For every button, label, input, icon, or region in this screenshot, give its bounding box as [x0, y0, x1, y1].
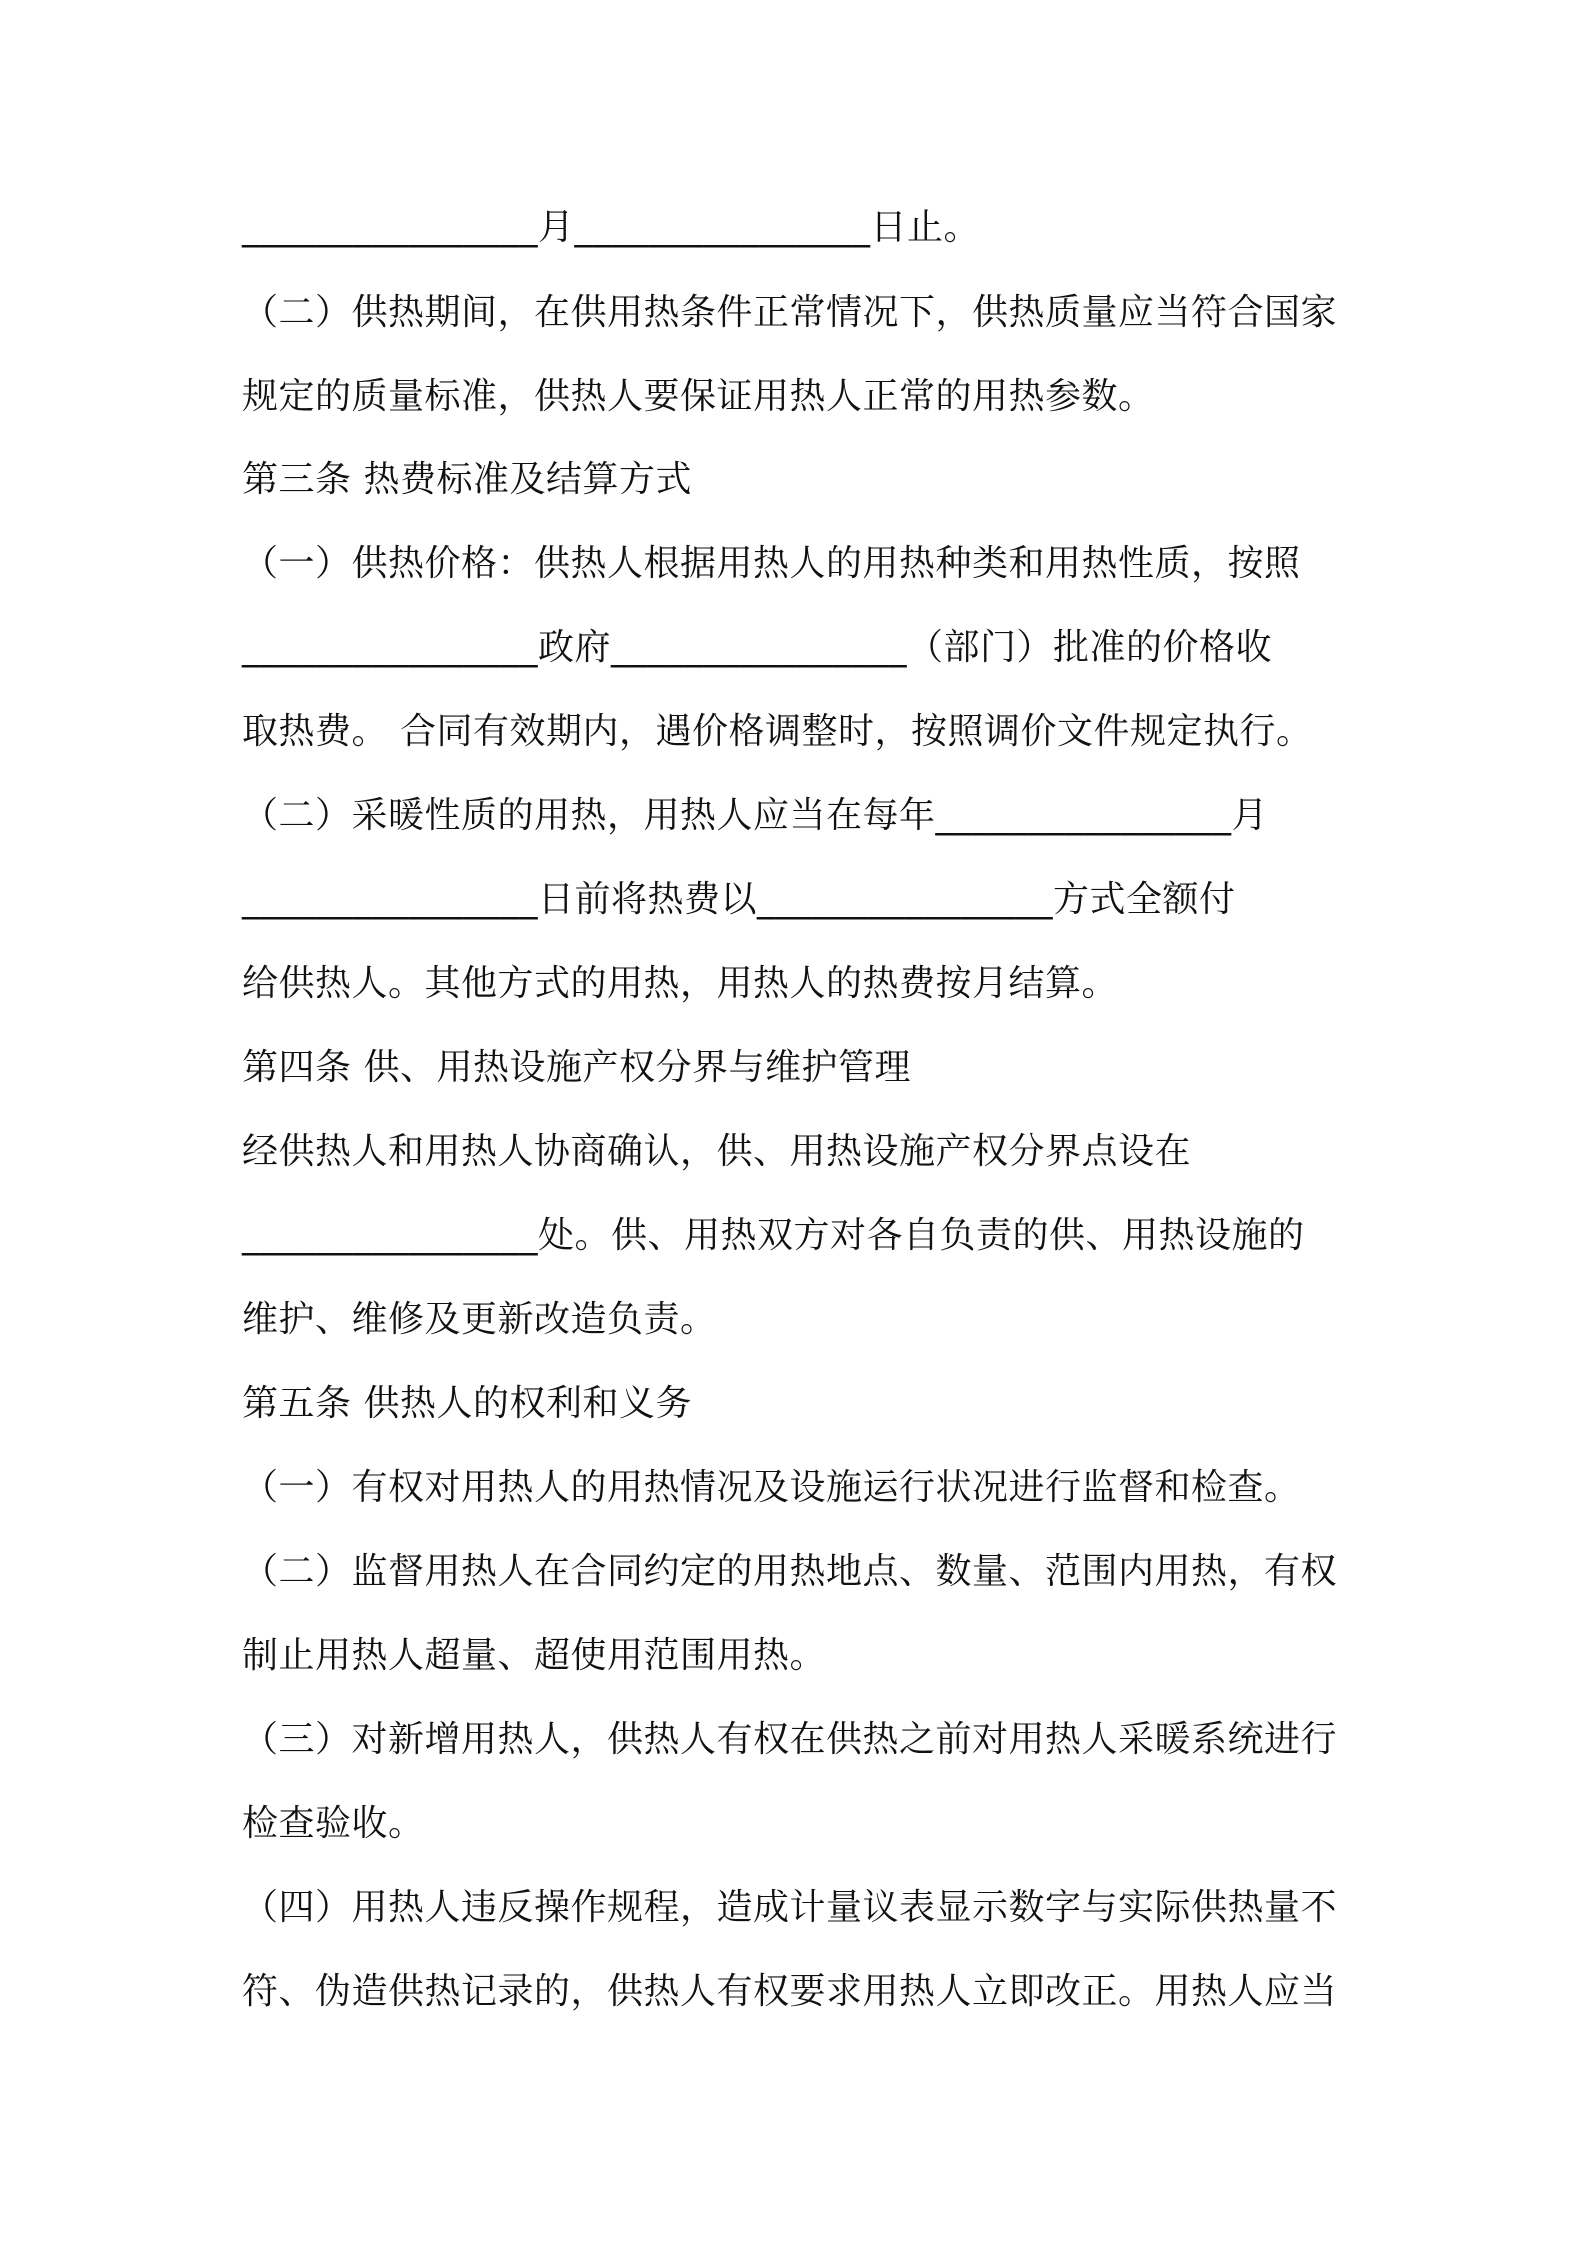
- text-line: 符、伪造供热记录的，供热人有权要求用热人立即改正。用热人应当: [242, 1971, 1338, 2012]
- text-line: ________________月________________日止。: [242, 207, 981, 248]
- text-line: 规定的质量标准，供热人要保证用热人正常的用热参数。: [242, 376, 1155, 417]
- text-line: 制止用热人超量、超使用范围用热。: [242, 1635, 827, 1676]
- section-heading: 第五条 供热人的权利和义务: [242, 1383, 692, 1424]
- text-line: ________________日前将热费以________________方式全额付: [242, 879, 1236, 920]
- text-line: （二）监督用热人在合同约定的用热地点、数量、范围内用热，有权: [242, 1551, 1338, 1592]
- text-line: （四）用热人违反操作规程，造成计量议表显示数字与实际供热量不: [242, 1887, 1338, 1928]
- text-line: ________________政府________________（部门）批准的价格收: [242, 627, 1273, 668]
- text-line: ________________处。供、用热双方对各自负责的供、用热设施的: [242, 1215, 1305, 1256]
- text-line: 经供热人和用热人协商确认，供、用热设施产权分界点设在: [242, 1131, 1192, 1172]
- text-line: （三）对新增用热人，供热人有权在供热之前对用热人采暖系统进行: [242, 1719, 1338, 1760]
- text-line: 检查验收。: [242, 1803, 425, 1844]
- text-line: 维护、维修及更新改造负责。: [242, 1299, 717, 1340]
- section-heading: 第三条 热费标准及结算方式: [242, 459, 692, 500]
- section-heading: 第四条 供、用热设施产权分界与维护管理: [242, 1047, 911, 1088]
- text-line: 取热费。 合同有效期内，遇价格调整时，按照调价文件规定执行。: [242, 711, 1313, 752]
- text-line: （二）采暖性质的用热，用热人应当在每年________________月: [242, 795, 1269, 836]
- text-line: （一）有权对用热人的用热情况及设施运行状况进行监督和检查。: [242, 1467, 1301, 1508]
- text-line: （二）供热期间，在供用热条件正常情况下，供热质量应当符合国家: [242, 292, 1338, 333]
- text-line: （一）供热价格：供热人根据用热人的用热种类和用热性质，按照: [242, 543, 1301, 584]
- text-line: 给供热人。其他方式的用热，用热人的热费按月结算。: [242, 963, 1119, 1004]
